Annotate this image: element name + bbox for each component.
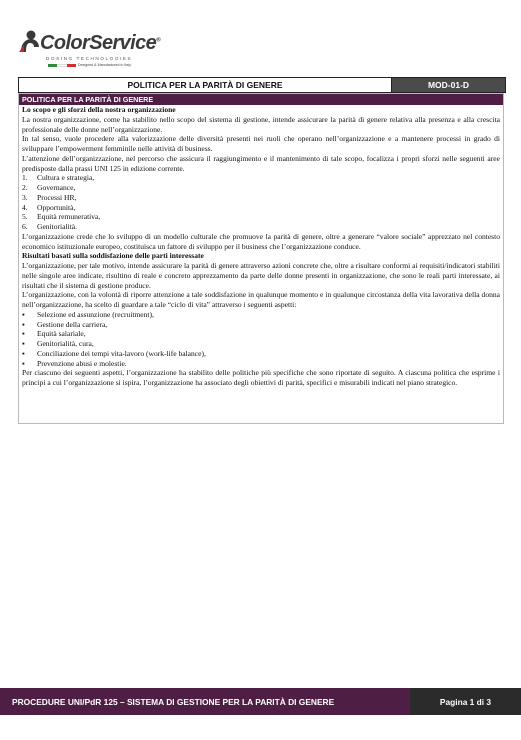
heading-scope: Lo scopo e gli sforzi della nostra organizzazione xyxy=(22,105,176,114)
list-item: 4. Opportunità, xyxy=(22,202,76,212)
list-item: 6. Genitorialità. xyxy=(22,222,78,231)
list-item: ▪ Genitorialità, cura, xyxy=(22,339,94,348)
bullet-icon: ▪ xyxy=(22,348,25,358)
bullet-icon: ▪ xyxy=(22,339,25,348)
bullet-icon: ▪ xyxy=(22,309,25,319)
list-item: 5. Equità remunerativa, xyxy=(22,212,101,222)
list-item: ▪ Equità salariale, xyxy=(22,329,86,339)
paragraph: Per ciascuno dei seguenti aspetti, l’organizzazione ha stabilito delle politiche più specifiche che sono riportate di seguito. A ciascuna politica che esprime i principi a cui l’organizzazione si ispira, l’organizzazione ha associato degli obiettivi di parità, specifici e misurabili indicati nel piano strategico. xyxy=(22,368,500,387)
paragraph: L’organizzazione crede che lo sviluppo di un modello culturale che promuove la parità di genere, oltre a generare “valore sociale” apprezzato nel contesto economico istituzionale europeo, costituisca un fattore di sviluppo per il business che l’organizzazione conduce. xyxy=(22,231,500,251)
bullet-icon: ▪ xyxy=(22,319,25,329)
areas-list xyxy=(22,173,500,232)
heading-results: Risultati basati sulla soddisfazione delle parti interessate xyxy=(22,251,204,261)
section-title-bar: POLITICA PER LA PARITÀ DI GENERE xyxy=(19,94,503,105)
list-item: 3. Processi HR, xyxy=(22,192,77,202)
document-header xyxy=(18,77,506,93)
list-item: 1. Cultura e strategia, xyxy=(22,173,95,183)
logo-subtitle: DOSING TECHNOLOGIES xyxy=(46,56,133,61)
document-title: POLITICA PER LA PARITÀ DI GENERE xyxy=(19,78,392,92)
aspects-list xyxy=(22,310,500,369)
paragraph: La nostra organizzazione, come ha stabilito nello scopo del sistema di gestione, intende assicurare la parità di genere relativa alla presenza e alla crescita professionale delle donne nell’organizzazione. xyxy=(22,114,500,134)
page-footer xyxy=(0,688,521,715)
list-item: ▪ Conciliazione dei tempi vita-lavoro (work-life balance), xyxy=(22,348,206,358)
logo-wordmark: ColorService® xyxy=(40,32,161,54)
footer-procedure-title: PROCEDURE UNI/PdR 125 – SISTEMA DI GESTIONE PER LA PARITÀ DI GENERE xyxy=(0,688,410,715)
paragraph: L’attenzione dell’organizzazione, nel percorso che assicura il raggiungimento e il mantenimento di tale scopo, focalizza i propri sforzi nelle seguenti aree predisposte dalla prassi UNI 125 in edizione corrente. xyxy=(22,153,500,173)
bullet-icon: ▪ xyxy=(22,329,25,339)
italian-flag-icon xyxy=(48,64,76,67)
list-item: 2. Governance, xyxy=(22,183,76,192)
company-logo xyxy=(18,32,168,74)
list-item: ▪ Gestione della carriera, xyxy=(22,319,108,329)
paragraph: L’organizzazione, per tale motivo, intende assicurare la parità di genere attraverso azioni concrete che, oltre a risultare conformi ai requisiti/indicatori stabiliti nelle singole aree indicate, risultino di reale e concreto apprezzamento da parte delle donne presenti in organizzazione, che sono le reali parti interessate, ai risultati che il sistema di gestione produce. xyxy=(22,261,500,290)
list-item: ▪ Prevenzione abusi e molestie. xyxy=(22,358,127,368)
bullet-icon: ▪ xyxy=(22,358,25,368)
logo-tagline: Designed & Manufactured in Italy xyxy=(78,63,131,67)
policy-section xyxy=(18,93,504,424)
document-code: MOD-01-D xyxy=(427,80,470,90)
section-content xyxy=(19,105,503,388)
page-number: Pagina 1 di 3 xyxy=(410,688,521,715)
paragraph: L’organizzazione, con la volontà di riporre attenzione a tale soddisfazione in qualunque momento e in qualunque circostanza della vita lavorativa della donna nell’organizzazione, ha scelto di guardare a tale “ciclo di vita” attraverso i seguenti aspetti: xyxy=(22,290,500,309)
paragraph: In tal senso, vuole procedere alla valorizzazione delle diversità presenti nei ruoli che operano nell’organizzazione e a mantenere processi in grado di sviluppare l’empowerment femminile nelle attività di business. xyxy=(22,134,500,153)
logo-mark-icon xyxy=(18,29,40,53)
list-item: ▪ Selezione ed assunzione (recruitment), xyxy=(22,309,154,319)
